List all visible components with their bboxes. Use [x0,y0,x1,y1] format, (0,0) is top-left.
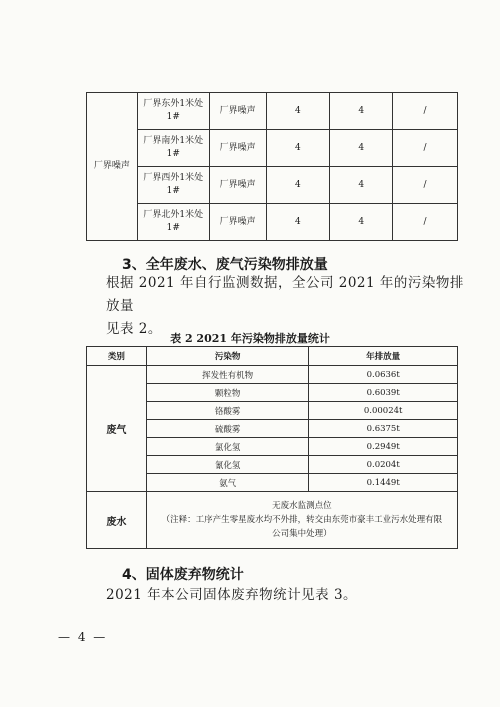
noise-type-cell: 厂界噪声 [209,167,266,204]
emission-table [86,346,458,549]
gas-category-cell: 废气 [87,366,147,492]
value-cell: 4 [266,204,330,241]
amount-cell: 0.6375t [309,420,458,438]
amount-cell: 0.0204t [309,456,458,474]
table-caption: 表 2 2021 年污染物排放量统计 [170,332,330,345]
column-header: 类别 [87,347,147,366]
noise-type-cell: 厂界噪声 [209,204,266,241]
monitoring-point-cell: 厂界北外1米处 1# [137,204,209,241]
pollutant-cell: 颗粒物 [146,384,309,402]
pollutant-cell: 铬酸雾 [146,402,309,420]
value-cell: / [393,167,458,204]
amount-cell: 0.1449t [309,474,458,492]
column-header: 年排放量 [309,347,458,366]
value-cell: / [393,93,458,130]
page-number: — 4 — [58,630,108,644]
monitoring-point-cell: 厂界东外1米处 1# [137,93,209,130]
value-cell: 4 [330,93,393,130]
paragraph-line: 见表 2。 [106,321,162,337]
value-cell: 4 [266,93,330,130]
column-header: 污染物 [146,347,309,366]
value-cell: 4 [266,130,330,167]
amount-cell: 0.0636t [309,366,458,384]
table-row [87,130,458,167]
monitoring-point-cell: 厂界西外1米处 1# [137,167,209,204]
table-row [87,167,458,204]
pollutant-cell: 挥发性有机物 [146,366,309,384]
value-cell: 4 [330,130,393,167]
water-note-cell [146,492,457,549]
table-header-row [87,347,458,366]
section-heading: 4、固体废弃物统计 [122,567,244,583]
monitoring-point-cell: 厂界南外1米处 1# [137,130,209,167]
value-cell: 4 [330,204,393,241]
value-cell: 4 [266,167,330,204]
water-note-line: 公司集中处理） [272,529,332,539]
amount-cell: 0.6039t [309,384,458,402]
pollutant-cell: 氯化氢 [146,438,309,456]
amount-cell: 0.00024t [309,402,458,420]
water-note-line: 无废水监测点位 [272,501,332,511]
noise-category-cell: 厂界噪声 [87,93,138,241]
table-row [87,366,458,384]
table-row [87,492,458,549]
noise-type-cell: 厂界噪声 [209,130,266,167]
table-row [87,93,458,130]
value-cell: 4 [330,167,393,204]
value-cell: / [393,130,458,167]
value-cell: / [393,204,458,241]
noise-type-cell: 厂界噪声 [209,93,266,130]
water-note-line: （注释：工序产生零星废水均不外排，转交由东莞市豪丰工业污水处理有限 [161,515,443,525]
pollutant-cell: 硫酸雾 [146,420,309,438]
amount-cell: 0.2949t [309,438,458,456]
section-paragraph: 2021 年本公司固体废弃物统计见表 3。 [106,587,358,603]
pollutant-cell: 氨气 [146,474,309,492]
section-heading: 3、全年废水、废气污染物排放量 [122,257,328,273]
paragraph-line: 根据 2021 年自行监测数据，全公司 2021 年的污染物排放量 [106,275,464,314]
noise-monitoring-table [86,92,458,241]
table-row [87,204,458,241]
pollutant-cell: 氰化氢 [146,456,309,474]
water-category-cell: 废水 [87,492,147,549]
